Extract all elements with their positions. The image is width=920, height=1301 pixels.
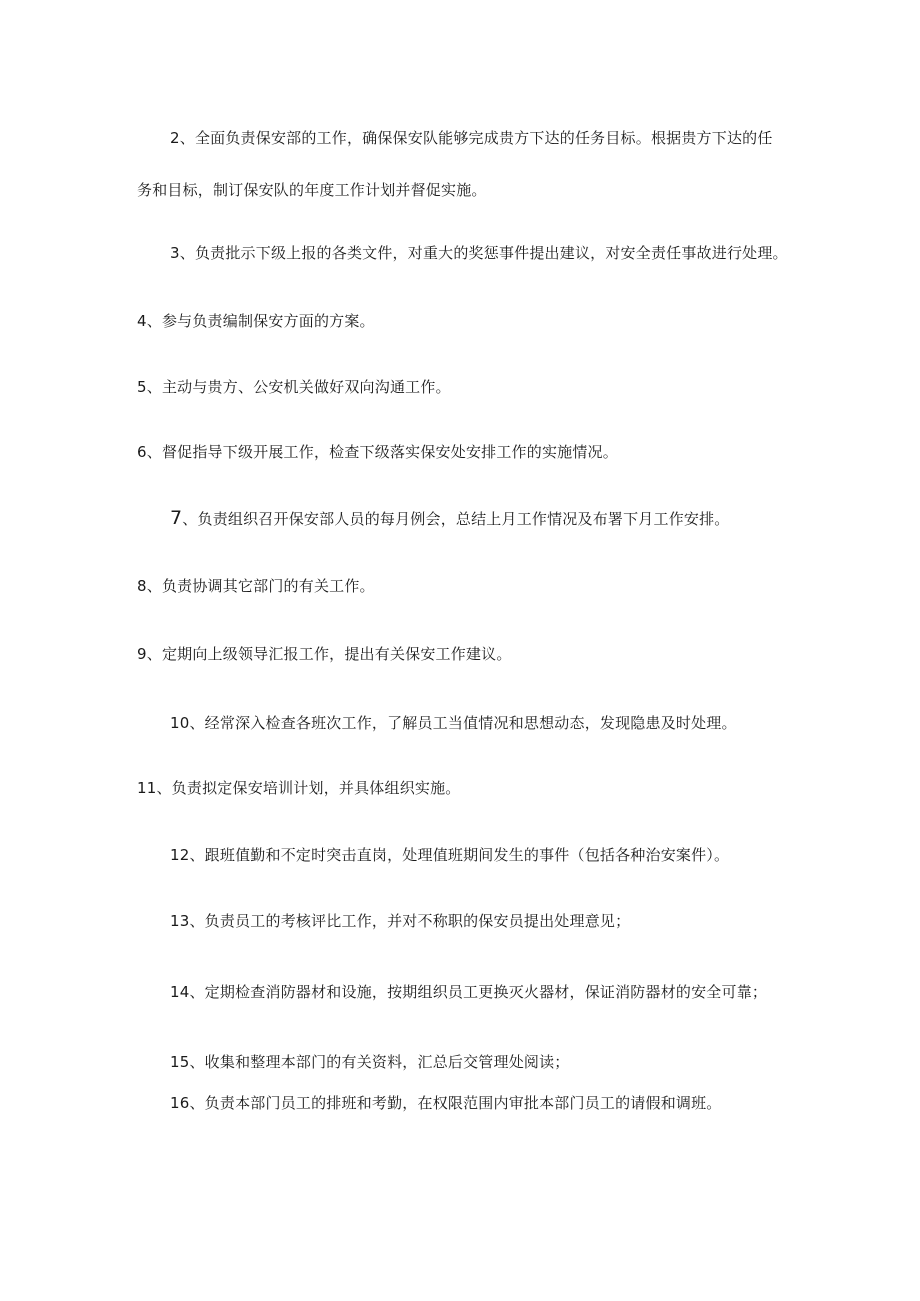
item-7-text: 、负责组织召开保安部人员的每月例会，总结上月工作情况及布署下月工作安排。 <box>182 510 730 528</box>
item-4: 4、参与负责编制保安方面的方案。 <box>137 312 375 330</box>
item-2-line-1: 2、全面负责保安部的工作，确保保安队能够完成贵方下达的任务目标。根据贵方下达的任 <box>170 129 773 147</box>
item-6: 6、督促指导下级开展工作，检查下级落实保安处安排工作的实施情况。 <box>137 443 618 461</box>
item-2-line-2: 务和目标，制订保安队的年度工作计划并督促实施。 <box>137 181 487 199</box>
item-9: 9、定期向上级领导汇报工作，提出有关保安工作建议。 <box>137 645 512 663</box>
item-13: 13、负责员工的考核评比工作，并对不称职的保安员提出处理意见； <box>170 912 631 930</box>
item-7 <box>170 508 730 529</box>
item-7-number: 7 <box>170 507 183 529</box>
item-14: 14、定期检查消防器材和设施，按期组织员工更换灭火器材，保证消防器材的安全可靠； <box>170 983 768 1001</box>
item-11: 11、负责拟定保安培训计划，并具体组织实施。 <box>137 779 461 797</box>
item-5: 5、主动与贵方、公安机关做好双向沟通工作。 <box>137 378 451 396</box>
item-12: 12、跟班值勤和不定时突击直岗，处理值班期间发生的事件（包括各种治安案件）。 <box>170 846 730 864</box>
item-16: 16、负责本部门员工的排班和考勤，在权限范围内审批本部门员工的请假和调班。 <box>170 1094 722 1112</box>
item-3: 3、负责批示下级上报的各类文件，对重大的奖惩事件提出建议，对安全责任事故进行处理。 <box>170 244 788 262</box>
item-8: 8、负责协调其它部门的有关工作。 <box>137 577 375 595</box>
item-15: 15、收集和整理本部门的有关资料，汇总后交管理处阅读； <box>170 1053 570 1071</box>
item-10: 10、经常深入检查各班次工作，了解员工当值情况和思想动态，发现隐患及时处理。 <box>170 714 737 732</box>
